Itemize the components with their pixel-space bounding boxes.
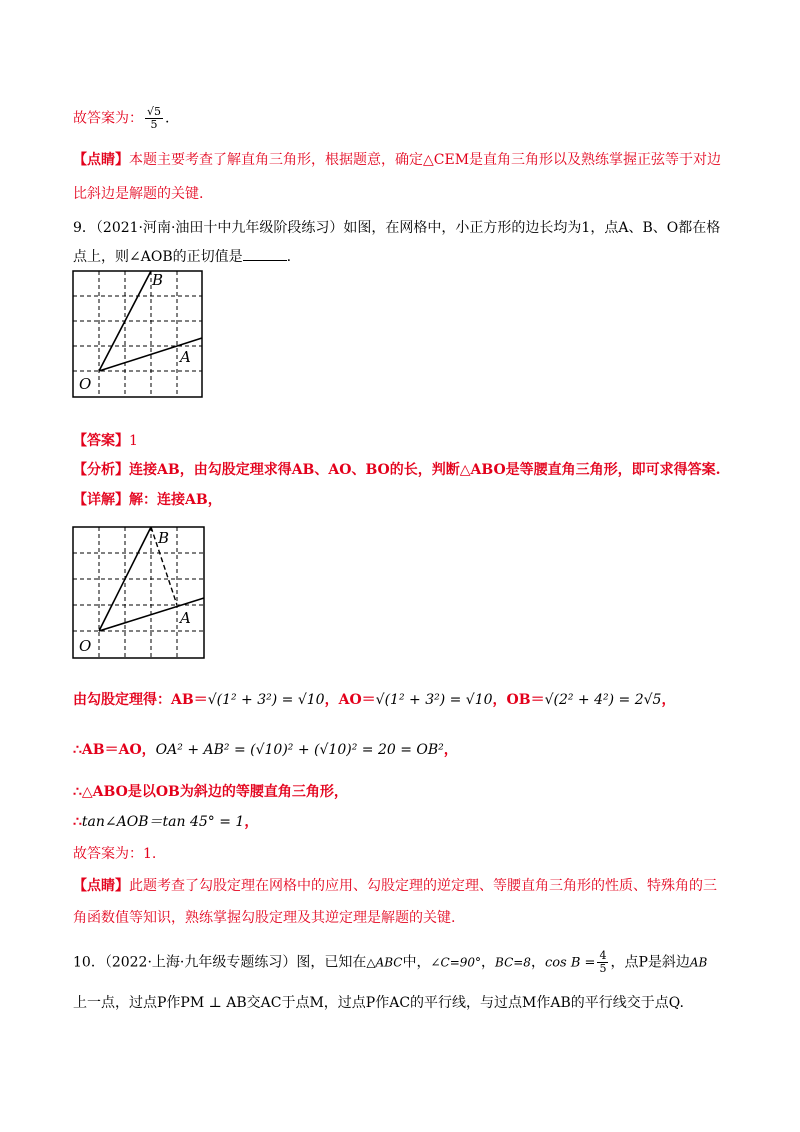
point-label-o: O bbox=[79, 375, 92, 393]
math-bc: BC=8 bbox=[495, 955, 531, 970]
comment-text: 此题考查了勾股定理在网格中的应用、勾股定理的逆定理、等腰直角三角形的性质、特殊角的三 bbox=[129, 878, 717, 894]
q10-line2 bbox=[73, 993, 684, 1013]
grid-figure-2 bbox=[72, 526, 206, 659]
question-text: ，点P是斜边 bbox=[610, 954, 690, 971]
answer-value: 1 bbox=[129, 433, 138, 449]
q9-analysis-line bbox=[73, 460, 721, 480]
q9-comment-line2 bbox=[73, 908, 455, 928]
detail-tag: 【详解】 bbox=[73, 492, 129, 508]
point-label-b: B bbox=[152, 271, 164, 289]
math-sum-squares: OA² + AB² = (√10)² + (√10)² = 20 = OB² bbox=[155, 742, 444, 758]
q9-detail-line bbox=[73, 490, 222, 510]
calc-text: ∴AB＝AO， bbox=[73, 742, 156, 758]
calc-line-3 bbox=[73, 782, 348, 802]
q10-line1 bbox=[73, 950, 707, 975]
math-tangent: tan∠AOB＝tan 45° = 1 bbox=[81, 814, 245, 830]
answer-blank bbox=[243, 246, 287, 261]
q9-answer-line bbox=[73, 431, 138, 451]
point-label-b: B bbox=[158, 529, 170, 547]
point-label-a: A bbox=[180, 348, 191, 366]
calc-text: ， bbox=[443, 742, 458, 758]
fraction-denominator: 5 bbox=[150, 118, 158, 131]
calc-line-2 bbox=[73, 740, 458, 760]
calc-line-1 bbox=[73, 690, 675, 710]
q9-comment-line1 bbox=[73, 876, 717, 896]
math-triangle: △ABC bbox=[366, 955, 403, 970]
math-cos: cos B = bbox=[544, 955, 596, 971]
question-text: ， bbox=[530, 954, 545, 971]
calc-text: ， bbox=[661, 692, 676, 708]
calc-text: 由勾股定理得：AB＝ bbox=[73, 692, 208, 708]
point-label-o: O bbox=[79, 637, 92, 655]
comment-tag: 【点睛】 bbox=[73, 878, 129, 894]
comment-text: 角函数值等知识，熟练掌握勾股定理及其逆定理是解题的关键. bbox=[73, 910, 456, 926]
question-text: 上一点，过点P作PM ⊥ AB交AC于点M，过点P作AC的平行线，与过点M作AB的平行线交于点Q. bbox=[73, 995, 685, 1011]
point-label-a: A bbox=[180, 609, 191, 627]
prev-answer-end: . bbox=[165, 110, 170, 127]
fraction-denominator: 5 bbox=[599, 962, 607, 975]
grid-figure-1 bbox=[72, 270, 204, 398]
final-answer-text: 故答案为：1. bbox=[73, 846, 157, 862]
calc-text: ，AO＝ bbox=[324, 692, 376, 708]
therefore-symbol: ∴ bbox=[73, 814, 82, 830]
prev-comment-line1 bbox=[73, 150, 721, 170]
math-ab: √(1² + 3²) = √10 bbox=[207, 692, 325, 708]
calc-line-4 bbox=[73, 812, 258, 832]
question-text: ， bbox=[481, 954, 496, 971]
q9-line1 bbox=[73, 218, 720, 238]
fraction-numerator: √5 bbox=[147, 105, 162, 118]
math-angle: ∠C=90° bbox=[430, 955, 482, 970]
cos-fraction bbox=[597, 950, 608, 975]
prev-answer-fraction bbox=[145, 106, 163, 131]
answer-tag: 【答案】 bbox=[73, 433, 129, 449]
question-text: . bbox=[286, 249, 292, 265]
question-text: 10．（2022·上海·九年级专题练习）图，已知在 bbox=[73, 954, 367, 971]
analysis-text: 连接AB，由勾股定理求得AB、AO、BO的长，判断△ABO是等腰直角三角形，即可求得答案. bbox=[129, 462, 721, 478]
question-text: 点上，则∠AOB的正切值是 bbox=[73, 249, 243, 265]
prev-answer-line bbox=[73, 106, 169, 131]
math-ob: √(2² + 4²) = 2√5 bbox=[544, 692, 662, 708]
q9-line2 bbox=[73, 246, 291, 267]
math-ab: AB bbox=[689, 955, 708, 970]
detail-text: 解：连接AB， bbox=[129, 492, 222, 508]
comment-tag: 【点睛】 bbox=[73, 152, 129, 168]
calc-text: ， bbox=[244, 814, 259, 830]
fraction-numerator: 4 bbox=[599, 949, 607, 962]
q9-final-answer bbox=[73, 844, 156, 864]
prev-answer-label: 故答案为： bbox=[73, 110, 143, 127]
prev-comment-line2 bbox=[73, 184, 203, 204]
question-text: 9．（2021·河南·油田十中九年级阶段练习）如图，在网格中，小正方形的边长均为1，点A、B、O都在格 bbox=[73, 220, 721, 236]
comment-text: 比斜边是解题的关键. bbox=[73, 186, 204, 202]
question-text: 中， bbox=[402, 954, 431, 971]
calc-text: ，OB＝ bbox=[492, 692, 545, 708]
calc-text: ∴△ABO是以OB为斜边的等腰直角三角形， bbox=[73, 784, 348, 800]
comment-text: 本题主要考查了解直角三角形，根据题意，确定△CEM是直角三角形以及熟练掌握正弦等于对边 bbox=[129, 152, 722, 168]
math-ao: √(1² + 3²) = √10 bbox=[375, 692, 493, 708]
analysis-tag: 【分析】 bbox=[73, 462, 129, 478]
